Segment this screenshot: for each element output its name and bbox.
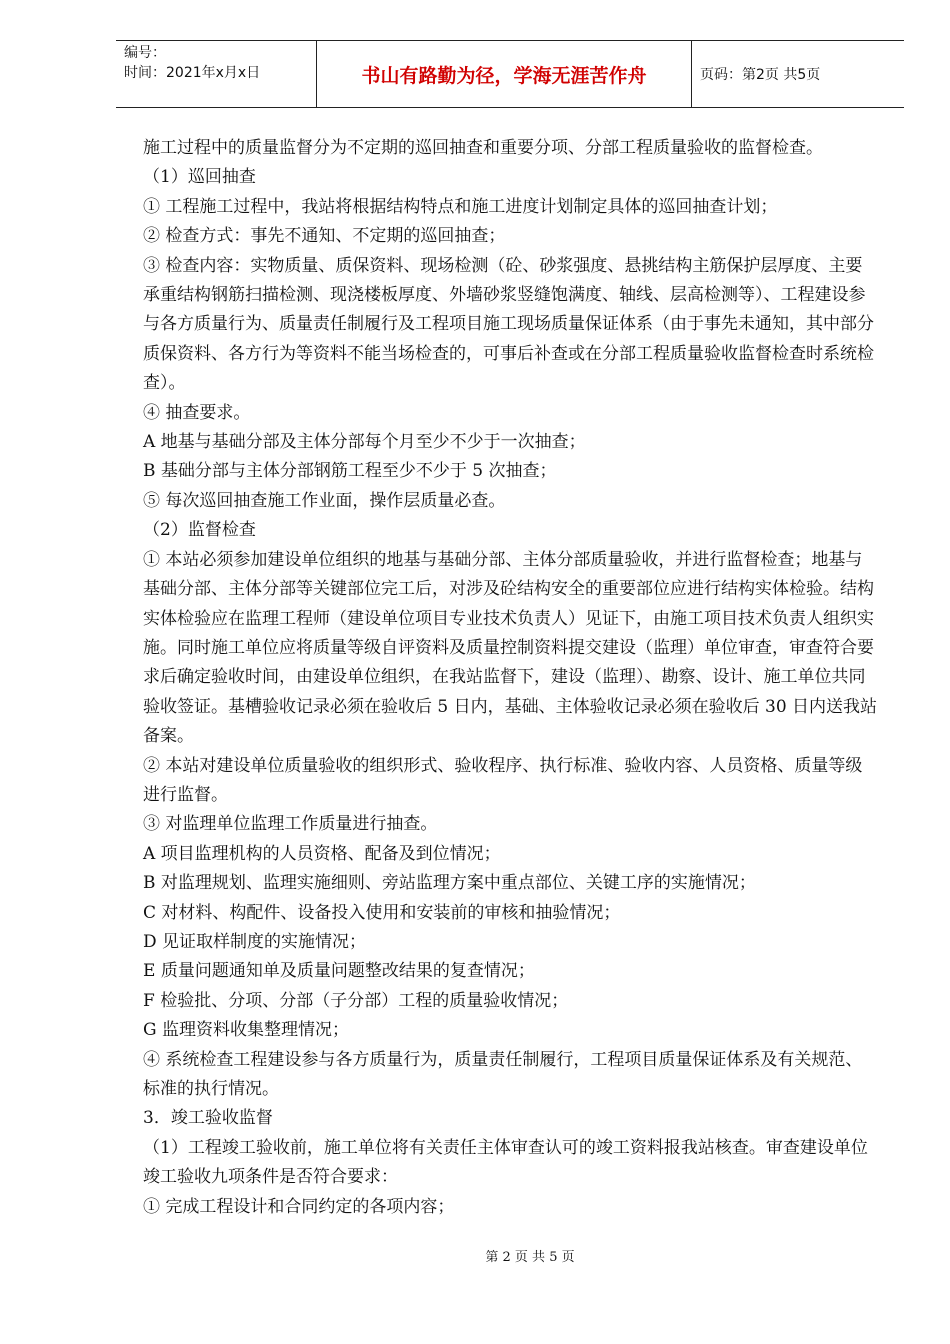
paragraph: （2）监督检查 [143,520,256,541]
paragraph: B 对监理规划、监理实施细则、旁站监理方案中重点部位、关键工序的实施情况； [143,873,756,894]
paragraph: ④ 抽查要求。 [143,402,251,423]
paragraph: ⑤ 每次巡回抽查施工作业面，操作层质量必查。 [143,490,506,511]
paragraph: ① 工程施工过程中，我站将根据结构特点和施工进度计划制定具体的巡回抽查计划； [143,196,778,217]
paragraph: ③ 检查内容：实物质量、质保资料、现场检测（砼、砂浆强度、悬挑结构主筋保护层厚度、主要承重结构钢筋扫描检测、现浇楼板厚度、外墙砂浆竖缝饱满度、轴线、层高检测等）、工程建设参与各方质量行为、质量责任制履行及工程项目施工现场质量保证体系（由于事先未通知，其中部分质保资料、各方行为等资料不能当场检查的，可事后补查或在分部工程质量验收监督检查时系统检查）。 [143,255,874,394]
paragraph: 施工过程中的质量监督分为不定期的巡回抽查和重要分项、分部工程质量验收的监督检查。 [143,138,823,158]
document-number-label: 编号： [124,45,166,61]
page-header [116,40,904,108]
paragraph: A 项目监理机构的人员资格、配备及到位情况； [143,843,501,864]
paragraph: ④ 系统检查工程建设参与各方质量行为，质量责任制履行，工程项目质量保证体系及有关规范、标准的执行情况。 [143,1049,863,1099]
paragraph: A 地基与基础分部及主体分部每个月至少不少于一次抽查； [143,432,586,453]
header-page-info: 页码：第2页 共5页 [700,67,821,83]
paragraph: D 见证取样制度的实施情况； [143,931,367,952]
paragraph: B 基础分部与主体分部钢筋工程至少不少于 5 次抽查； [143,461,557,482]
paragraph: ① 本站必须参加建设单位组织的地基与基础分部、主体分部质量验收，并进行监督检查；地基与基础分部、主体分部等关键部位完工后，对涉及砼结构安全的重要部位应进行结构实体检验。结构实体检验应在监理工程师（建设单位项目专业技术负责人）见证下，由施工项目技术负责人组织实施。同时施工单位应将质量等级自评资料及质量控制资料提交建设（监理）单位审查，审查符合要求后确定验收时间，由建设单位组织，在我站监督下，建设（监理）、勘察、设计、施工单位共同验收签证。基槽验收记录必须在验收后 5 日内，基础、主体验收记录必须在验收后 30 日内送我站备案。 [143,549,878,747]
document-body [143,134,878,1222]
page-footer: 第 2 页 共 5 页 [485,1250,575,1265]
paragraph: E 质量问题通知单及质量问题整改结果的复查情况； [143,961,535,982]
paragraph: ② 本站对建设单位质量验收的组织形式、验收程序、执行标准、验收内容、人员资格、质量等级进行监督。 [143,755,863,805]
paragraph: （1）巡回抽查 [143,167,256,188]
paragraph: ① 完成工程设计和合同约定的各项内容； [143,1196,455,1217]
paragraph: C 对材料、构配件、设备投入使用和安装前的审核和抽验情况； [143,902,621,923]
paragraph: （1）工程竣工验收前，施工单位将有关责任主体审查认可的竣工资料报我站核查。审查建设单位竣工验收九项条件是否符合要求： [143,1137,868,1188]
paragraph: ② 检查方式：事先不通知、不定期的巡回抽查； [143,226,506,247]
paragraph: G 监理资料收集整理情况； [143,1020,349,1041]
paragraph: ③ 对监理单位监理工作质量进行抽查。 [143,814,438,835]
header-motto: 书山有路勤为径，学海无涯苦作舟 [316,41,692,107]
paragraph: 3．竣工验收监督 [143,1108,273,1129]
document-time: 时间：2021年x月x日 [124,65,261,81]
header-meta [116,41,316,107]
paragraph: F 检验批、分项、分部（子分部）工程的质量验收情况； [143,990,569,1011]
